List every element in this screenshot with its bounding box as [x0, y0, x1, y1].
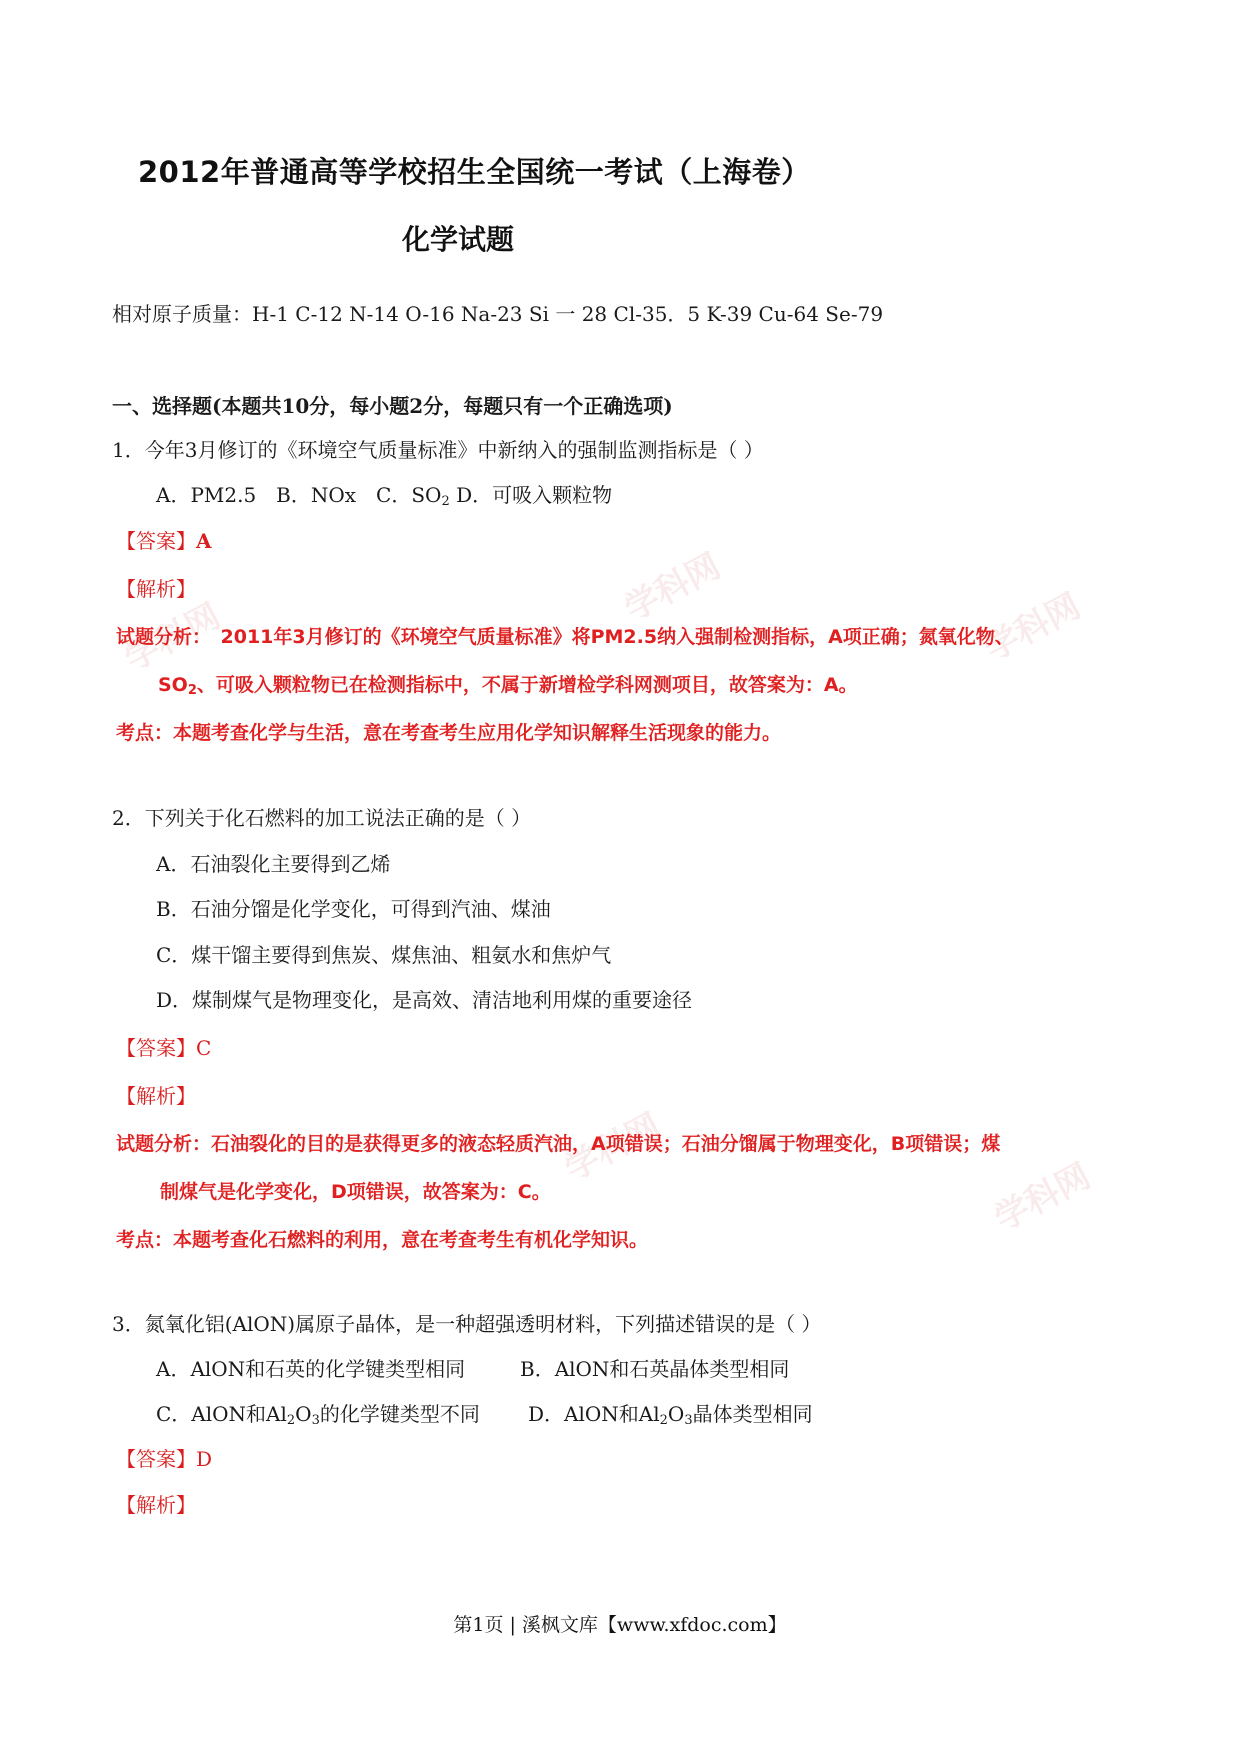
question-1-options: A．PM2.5 B．NOx C．$SO_2$ D．可吸入颗粒物: [156, 483, 613, 509]
watermark: 学科网: [118, 595, 228, 680]
watermark: 学科网: [618, 545, 728, 630]
answer-tag: 【答案】: [116, 529, 196, 553]
analysis-text: 试题分析：石油裂化的目的是获得更多的液态轻质汽油，A项错误；石油分馏属于物理变化，B项错误；煤: [116, 1133, 1001, 1155]
analysis-tag: 【解析】: [116, 1493, 196, 1517]
answer-value: C: [196, 1036, 212, 1060]
question-3-option-b: B．AlON和石英晶体类型相同: [520, 1357, 790, 1381]
page-footer: 第1页 | 溪枫文库【www.xfdoc.com】: [453, 1614, 787, 1636]
question-3-stem: 3．氮氧化铝(AlON)属原子晶体，是一种超强透明材料，下列描述错误的是（ ）: [112, 1312, 822, 1336]
question-2-option-a: A．石油裂化主要得到乙烯: [156, 852, 391, 876]
answer-tag: 【答案】: [116, 1447, 196, 1471]
section-heading: 一、选择题(本题共10分，每小题2分，每题只有一个正确选项): [112, 394, 673, 418]
answer-line: [116, 525, 212, 554]
question-3-option-d: D．AlON和$Al_2O_3$晶体类型相同: [528, 1402, 813, 1428]
question-3-option-c: C．AlON和$Al_2O_3$的化学键类型不同: [156, 1402, 480, 1428]
watermark: 学科网: [558, 1105, 668, 1190]
question-2-stem: 2．下列关于化石燃料的加工说法正确的是（ ）: [112, 806, 532, 830]
knowledge-point: 考点：本题考查化学与生活，意在考查考生应用化学知识解释生活现象的能力。: [116, 722, 782, 744]
question-1-stem: 1．今年3月修订的《环境空气质量标准》中新纳入的强制监测指标是（ ）: [112, 438, 764, 462]
answer-value: D: [196, 1447, 213, 1471]
analysis-tag: 【解析】: [116, 1084, 196, 1108]
document-subtitle: 化学试题: [402, 223, 515, 256]
watermark: 学科网: [978, 585, 1088, 670]
answer-value: A: [196, 529, 212, 553]
answer-line: [116, 1443, 212, 1472]
atomic-masses: 相对原子质量：H-1 C-12 N-14 O-16 Na-23 Si 一 28 Cl-35．5 K-39 Cu-64 Se-79: [112, 302, 884, 326]
answer-line: [116, 1032, 211, 1061]
knowledge-point: 考点：本题考查化石燃料的利用，意在考查考生有机化学知识。: [116, 1229, 649, 1251]
question-2-option-b: B．石油分馏是化学变化，可得到汽油、煤油: [156, 897, 551, 921]
analysis-text-continued: 制煤气是化学变化，D项错误，故答案为：C。: [160, 1181, 551, 1203]
question-3-option-a: A．AlON和石英的化学键类型相同: [156, 1357, 466, 1381]
analysis-tag: 【解析】: [116, 577, 196, 601]
question-2-option-d: D．煤制煤气是物理变化，是高效、清洁地利用煤的重要途径: [156, 988, 693, 1012]
question-2-option-c: C．煤干馏主要得到焦炭、煤焦油、粗氨水和焦炉气: [156, 943, 612, 967]
document-title: 2012年普通高等学校招生全国统一考试（上海卷）: [138, 155, 811, 189]
watermark: 学科网: [988, 1155, 1098, 1240]
answer-tag: 【答案】: [116, 1036, 196, 1060]
analysis-text: 试题分析： 2011年3月修订的《环境空气质量标准》将PM2.5纳入强制检测指标，A项正确；氮氧化物、: [116, 626, 1014, 648]
analysis-text-continued: $SO_2$、可吸入颗粒物已在检测指标中，不属于新增检学科网测项目，故答案为：A。: [158, 674, 858, 698]
